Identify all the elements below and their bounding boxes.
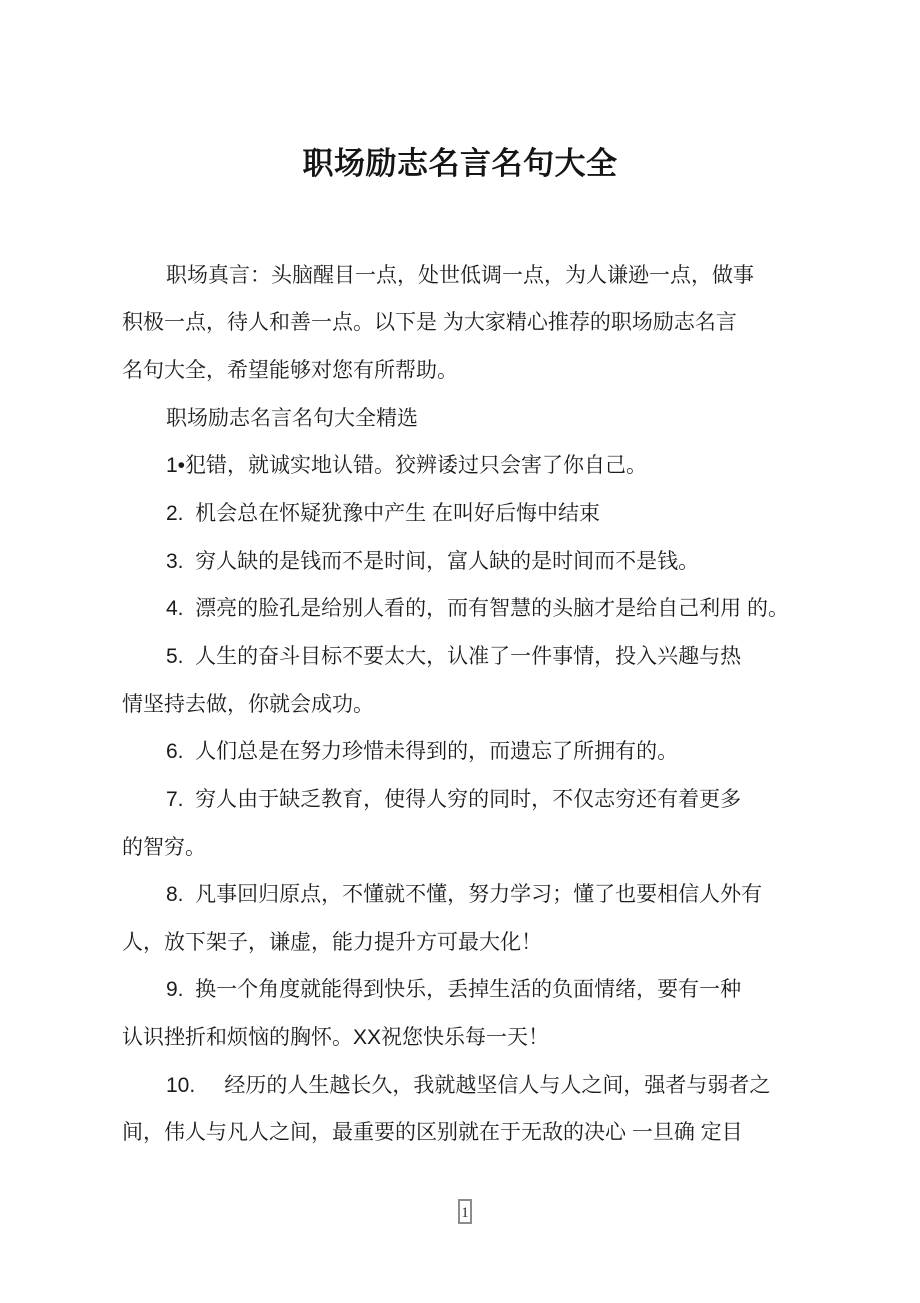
text-line: 10. 经历的人生越长久，我就越坚信人与人之间，强者与弱者之: [166, 1073, 771, 1097]
text-line: 8. 凡事回归原点，不懂就不懂，努力学习；懂了也要相信人外有: [166, 883, 763, 907]
text-line: 职场真言：头脑醒目一点，处世低调一点，为人谦逊一点，做事: [166, 263, 754, 287]
text-line: 2. 机会总在怀疑犹豫中产生 在叫好后悔中结束: [166, 502, 601, 526]
text-line: 情坚持去做，你就会成功。: [122, 692, 374, 716]
text-line: 3. 穷人缺的是钱而不是时间，富人缺的是时间而不是钱。: [166, 549, 700, 573]
text-line: 人，放下架子，谦虚，能力提升方可最大化！: [122, 930, 542, 954]
text-line: 职场励志名言名句大全精选: [166, 406, 418, 430]
text-line: 6. 人们总是在努力珍惜未得到的，而遗忘了所拥有的。: [166, 740, 679, 764]
page-number: 1: [461, 1205, 469, 1221]
text-line: 5. 人生的奋斗目标不要太大，认准了一件事情，投入兴趣与热: [166, 644, 742, 668]
text-line: 认识挫折和烦恼的胸怀。XX祝您快乐每一天！: [122, 1026, 550, 1050]
text-line: 积极一点，待人和善一点。以下是 为大家精心推荐的职场励志名言: [122, 311, 737, 335]
text-line: 间，伟人与凡人之间，最重要的区别就在于无敌的决心 一旦确 定目: [122, 1121, 743, 1145]
text-line: 4. 漂亮的脸孔是给别人看的，而有智慧的头脑才是给自己利用 的。: [166, 597, 790, 621]
text-line: 1•犯错，就诚实地认错。狡辨诿过只会害了你自己。: [166, 454, 648, 478]
document-title: 职场励志名言名句大全: [302, 146, 618, 181]
page-number-frame: [458, 1199, 472, 1224]
text-line: 名句大全，希望能够对您有所帮助。: [122, 359, 458, 383]
text-line: 7. 穷人由于缺乏教育，使得人穷的同时，不仅志穷还有着更多: [166, 787, 742, 811]
text-line: 9. 换一个角度就能得到快乐，丢掉生活的负面情绪，要有一种: [166, 978, 742, 1002]
text-line: 的智穷。: [122, 835, 206, 859]
document-body: [122, 250, 822, 1155]
